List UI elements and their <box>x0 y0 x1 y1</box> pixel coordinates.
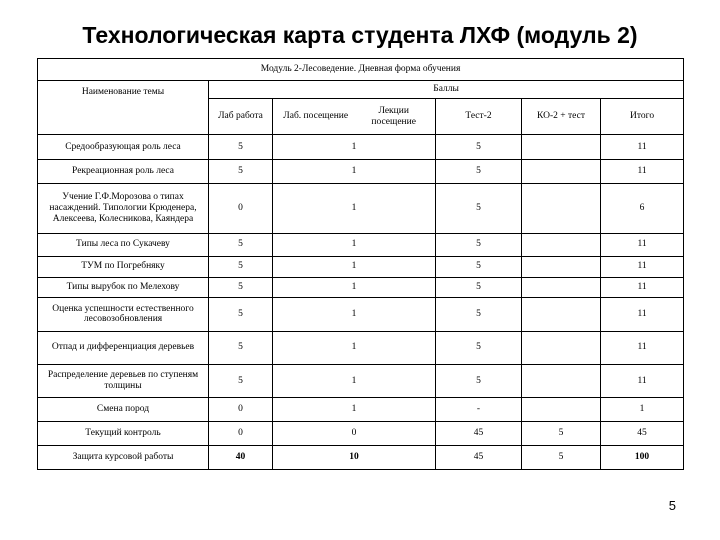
test-cell: - <box>436 398 522 422</box>
topic-cell: Средообразующая роль леса <box>38 135 209 160</box>
total-cell: 11 <box>601 159 684 183</box>
lab-work-cell: 5 <box>209 331 273 364</box>
total-cell: 11 <box>601 277 684 298</box>
test-cell: 5 <box>436 331 522 364</box>
column-header-total: Итого <box>601 99 684 135</box>
lab-work-cell: 5 <box>209 364 273 397</box>
lab-work-cell: 5 <box>209 159 273 183</box>
column-header-lecture-attendance: Лекции посещение <box>371 105 416 127</box>
total-cell: 11 <box>601 233 684 256</box>
ko-test-cell <box>522 256 601 277</box>
total-cell: 45 <box>601 422 684 446</box>
test-cell: 45 <box>436 422 522 446</box>
topic-cell: Рекреационная роль леса <box>38 159 209 183</box>
table-row <box>38 398 684 422</box>
column-header-lab-attendance: Лаб. посещение <box>283 111 349 122</box>
lab-work-cell: 5 <box>209 135 273 160</box>
ko-test-cell <box>522 233 601 256</box>
table-row <box>38 298 684 331</box>
page-number: 5 <box>668 498 676 513</box>
ko-test-cell <box>522 364 601 397</box>
ko-test-cell: 5 <box>522 445 601 469</box>
attendance-cell: 1 <box>273 135 436 160</box>
column-header-attendance <box>273 99 436 135</box>
ko-test-cell <box>522 277 601 298</box>
topic-cell: Оценка успешности естественного лесовозобновления <box>38 298 209 331</box>
table-row <box>38 277 684 298</box>
table-caption: Модуль 2-Лесоведение. Дневная форма обучения <box>38 59 684 81</box>
test-cell: 5 <box>436 135 522 160</box>
attendance-cell: 1 <box>273 298 436 331</box>
ko-test-cell <box>522 183 601 233</box>
attendance-cell: 1 <box>273 364 436 397</box>
table-row <box>38 135 684 160</box>
attendance-cell: 1 <box>273 159 436 183</box>
test-cell: 5 <box>436 364 522 397</box>
column-header-ko-test: КО-2 + тест <box>522 99 601 135</box>
column-header-lab: Лаб работа <box>209 99 273 135</box>
attendance-cell: 1 <box>273 331 436 364</box>
attendance-cell: 1 <box>273 183 436 233</box>
test-cell: 5 <box>436 233 522 256</box>
lab-work-cell: 5 <box>209 298 273 331</box>
table-row <box>38 331 684 364</box>
table-row <box>38 256 684 277</box>
lab-work-cell: 5 <box>209 256 273 277</box>
column-header-test: Тест-2 <box>436 99 522 135</box>
test-cell: 5 <box>436 256 522 277</box>
test-cell: 45 <box>436 445 522 469</box>
topic-cell: Типы леса по Сукачеву <box>38 233 209 256</box>
attendance-cell: 1 <box>273 256 436 277</box>
topic-cell: Текущий контроль <box>38 422 209 446</box>
lab-work-cell: 0 <box>209 183 273 233</box>
ko-test-cell <box>522 298 601 331</box>
lab-work-cell: 5 <box>209 233 273 256</box>
total-cell: 11 <box>601 135 684 160</box>
topic-cell: Распределение деревьев по ступеням толщины <box>38 364 209 397</box>
topic-cell: Отпад и дифференциация деревьев <box>38 331 209 364</box>
topic-cell: Типы вырубок по Мелехову <box>38 277 209 298</box>
topic-cell: Защита курсовой работы <box>38 445 209 469</box>
table-row <box>38 445 684 469</box>
lab-work-cell: 0 <box>209 398 273 422</box>
ko-test-cell <box>522 135 601 160</box>
scores-group-header: Баллы <box>209 81 684 99</box>
lab-work-cell: 5 <box>209 277 273 298</box>
test-cell: 5 <box>436 298 522 331</box>
total-cell: 11 <box>601 256 684 277</box>
score-table <box>37 58 684 470</box>
attendance-cell: 1 <box>273 233 436 256</box>
table-row <box>38 422 684 446</box>
topic-cell: ТУМ по Погребняку <box>38 256 209 277</box>
total-cell: 100 <box>601 445 684 469</box>
table-row <box>38 159 684 183</box>
attendance-cell: 1 <box>273 398 436 422</box>
total-cell: 11 <box>601 298 684 331</box>
total-cell: 11 <box>601 331 684 364</box>
total-cell: 11 <box>601 364 684 397</box>
lab-work-cell: 40 <box>209 445 273 469</box>
attendance-cell: 1 <box>273 277 436 298</box>
attendance-cell: 0 <box>273 422 436 446</box>
slide-title: Технологическая карта студента ЛХФ (модуль 2) <box>82 22 638 48</box>
test-cell: 5 <box>436 277 522 298</box>
total-cell: 1 <box>601 398 684 422</box>
group-header-row <box>38 81 684 99</box>
total-cell: 6 <box>601 183 684 233</box>
caption-row <box>38 59 684 81</box>
topic-cell: Учение Г.Ф.Морозова о типах насаждений. Типологии Крюденера, Алексеева, Колесникова, Каяндера <box>38 183 209 233</box>
test-cell: 5 <box>436 159 522 183</box>
ko-test-cell: 5 <box>522 422 601 446</box>
attendance-cell: 10 <box>273 445 436 469</box>
topic-cell: Смена пород <box>38 398 209 422</box>
topic-column-header: Наименование темы <box>38 81 209 135</box>
ko-test-cell <box>522 331 601 364</box>
table-row <box>38 233 684 256</box>
ko-test-cell <box>522 159 601 183</box>
lab-work-cell: 0 <box>209 422 273 446</box>
ko-test-cell <box>522 398 601 422</box>
test-cell: 5 <box>436 183 522 233</box>
table-row <box>38 364 684 397</box>
table-row <box>38 183 684 233</box>
